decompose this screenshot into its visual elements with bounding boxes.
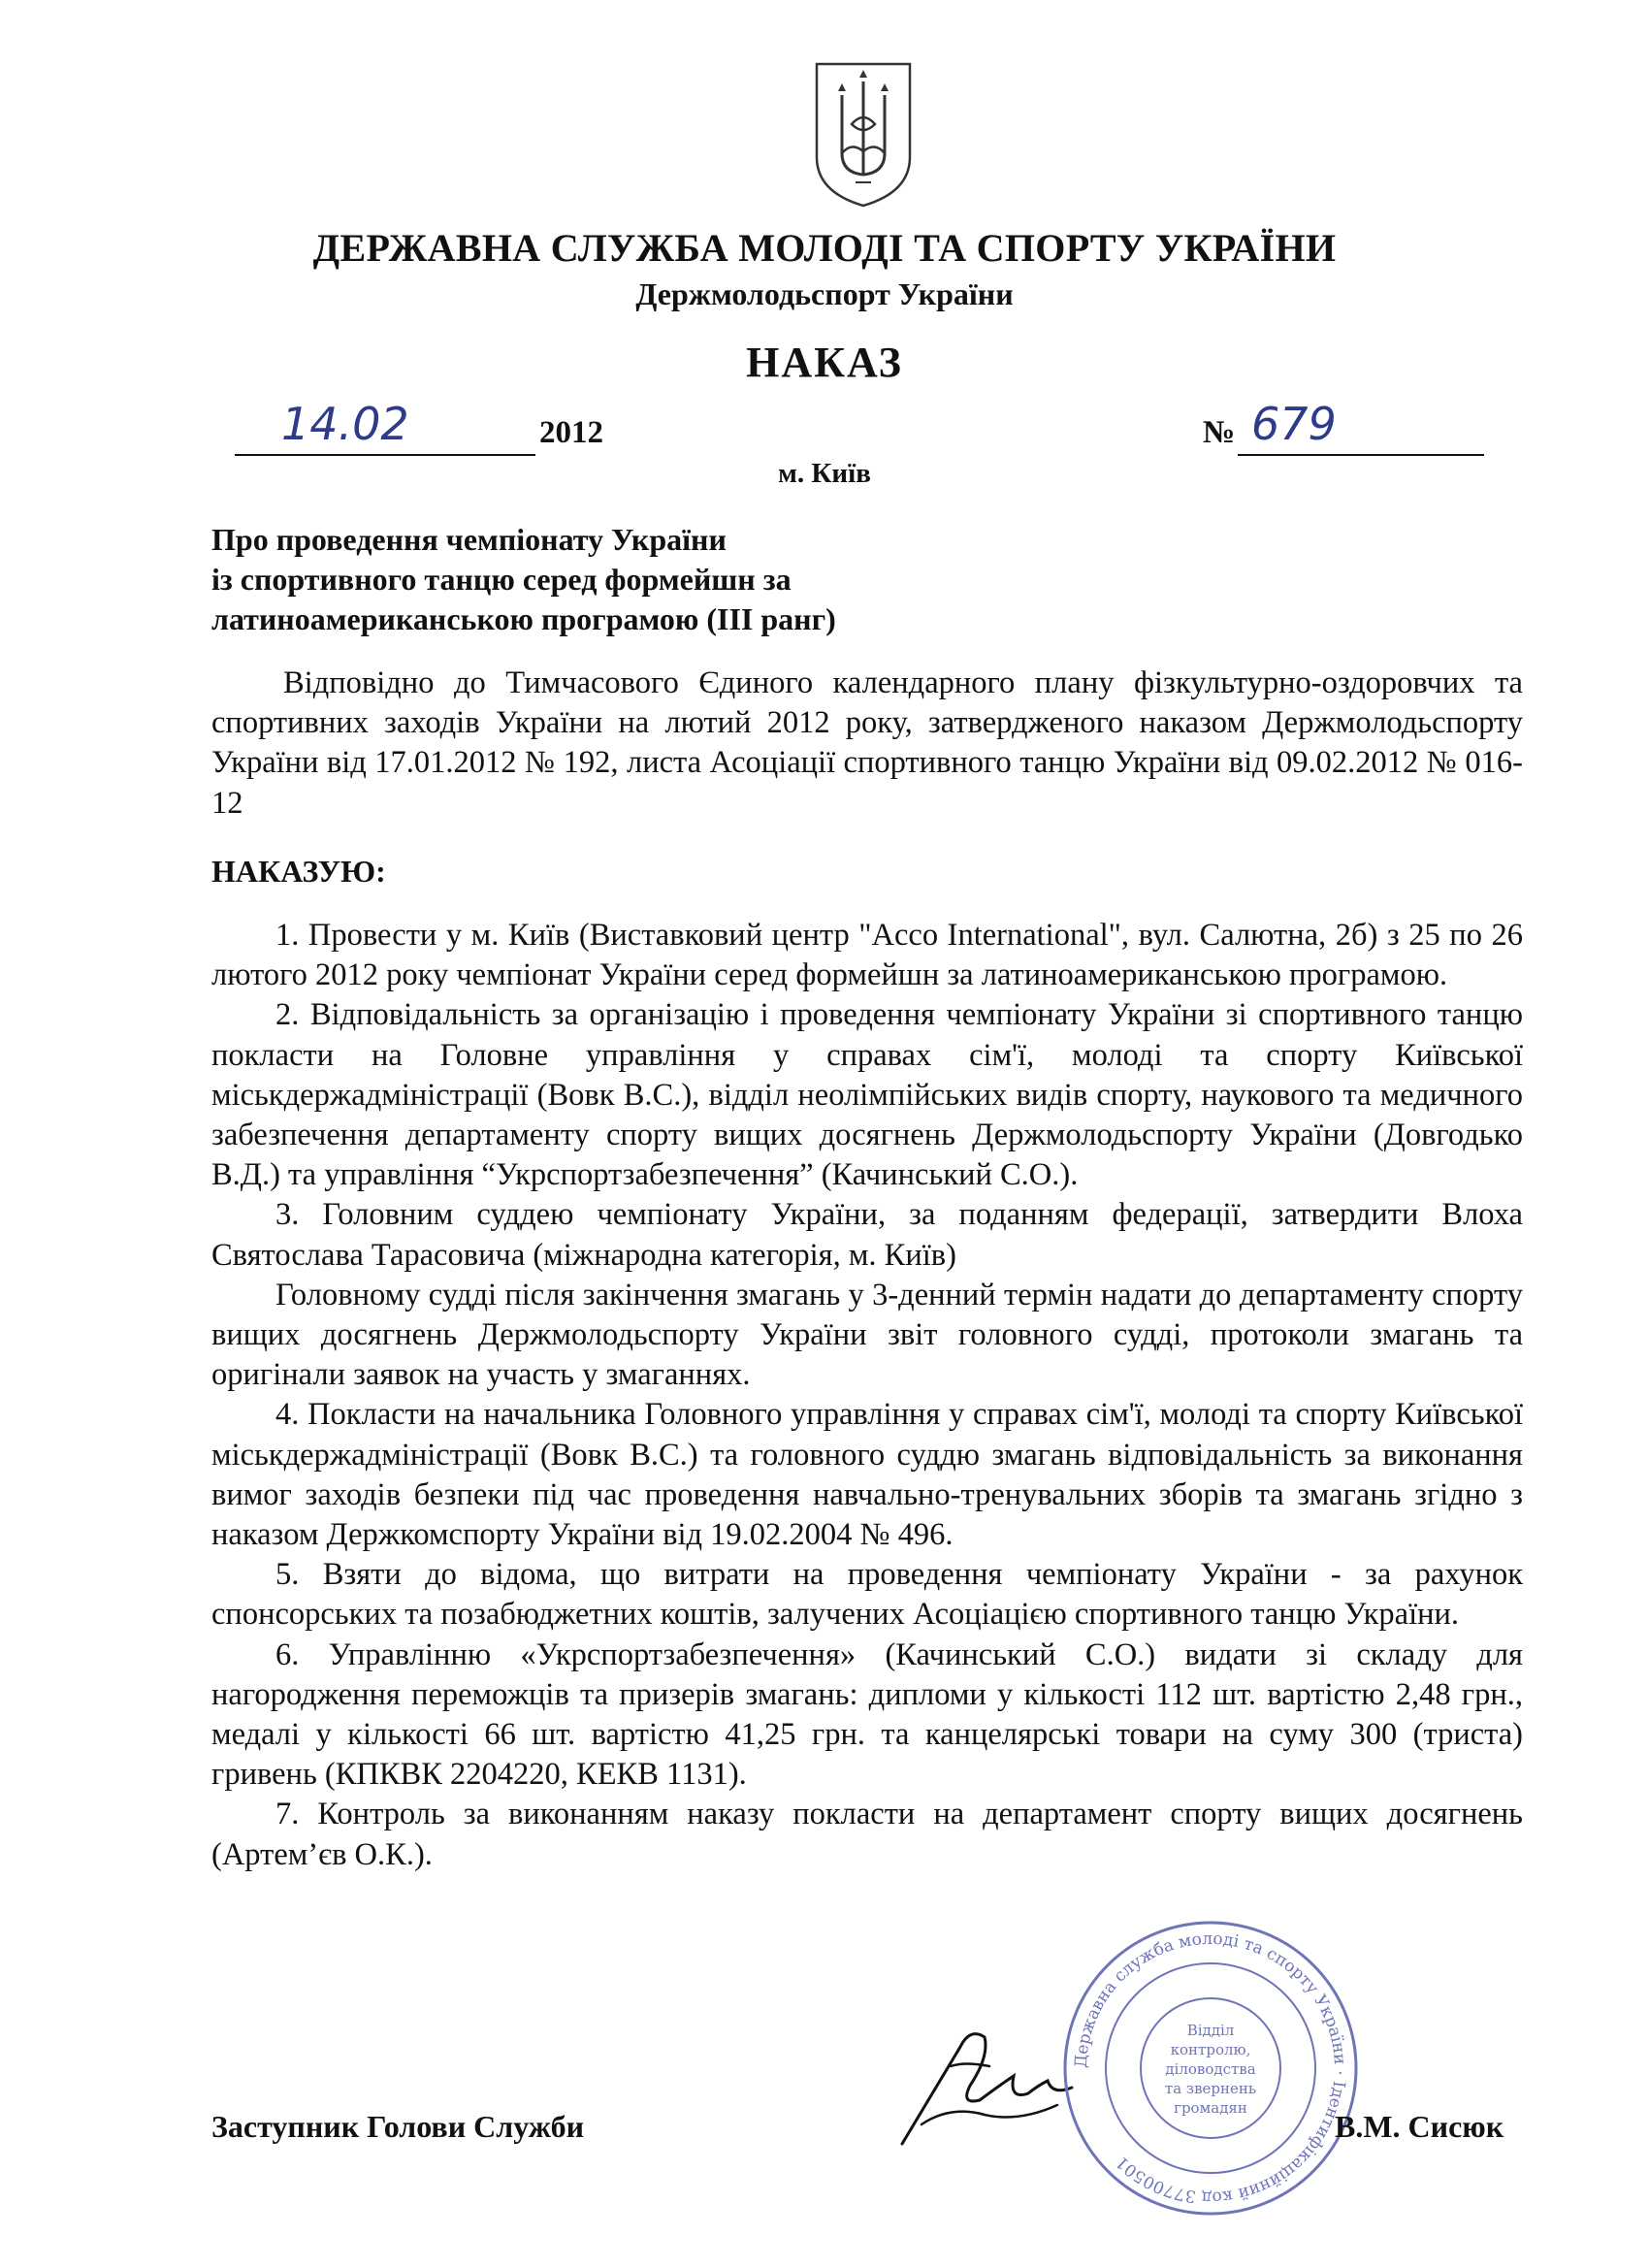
date-underline: [235, 454, 535, 456]
subject-line: латиноамериканською програмою (III ранг): [211, 601, 836, 636]
signatory-name: В.М. Сисюк: [1335, 2109, 1504, 2144]
number-underline: [1238, 454, 1484, 456]
subject-line: Про проведення чемпіонату України: [211, 522, 727, 557]
organization-short-name: Держмолодьспорт України: [635, 276, 1014, 311]
stamp-ring-text: Державна служба молоді та спорту України · Ідентифікаційний код 37700501: [1071, 1928, 1350, 2208]
stamp-center-line: та звернень: [1164, 2080, 1257, 2097]
document-type: НАКАЗ: [746, 339, 903, 386]
stamp-center-line: Відділ: [1186, 2022, 1235, 2039]
signatory-position: Заступник Голови Служби: [211, 2109, 584, 2144]
stamp-center-line: громадян: [1174, 2099, 1247, 2117]
document-subject: [211, 520, 836, 639]
stamp-center-line: діловодства: [1165, 2060, 1256, 2078]
handwritten-number: 679: [1251, 398, 1337, 450]
order-item: 1. Провести у м. Київ (Виставковий центр "Acco International", вул. Салютна, 2б) з 25 по 26 лютого 2012 року чемпіонат України серед формейшн за латиноамериканською програмою.: [211, 918, 1523, 993]
official-stamp: [1055, 1913, 1366, 2223]
handwritten-date: 14.02: [281, 398, 409, 450]
number-label: №: [1203, 415, 1236, 450]
organization-title: ДЕРЖАВНА СЛУЖБА МОЛОДІ ТА СПОРТУ УКРАЇНИ: [312, 226, 1337, 270]
document-year: 2012: [539, 415, 603, 450]
order-item: 4. Покласти на начальника Головного управління у справах сім'ї, молоді та спорту Київської міськдержадміністрації (Вовк В.С.) та головного суддю змагань відповідальність за виконання вимог заходів безпеки під час проведення навчально-тренувальних зборів та змагань згідно з наказом Держкомспорту України від 19.02.2004 № 496.: [211, 1397, 1523, 1553]
order-item: Головному судді після закінчення змагань у 3-денний термін надати до департаменту спорту вищих досягнень Держмолодьспорту України звіт головного судді, протоколи змагань та оригінали заявок на участь у змаганнях.: [211, 1277, 1523, 1393]
document-city: м. Київ: [778, 458, 871, 489]
order-heading: НАКАЗУЮ:: [211, 854, 386, 889]
order-item: 7. Контроль за виконанням наказу покласти на департамент спорту вищих досягнень (Артем’єв О.К.).: [211, 1797, 1523, 1872]
order-item: 2. Відповідальність за організацію і проведення чемпіонату України зі спортивного танцю покласти на Головне управління у справах сім'ї, молоді та спорту Київської міськдержадміністрації (Вовк В.С.), відділ неолімпійських видів спорту, наукового та медичного забезпечення департаменту спорту вищих досягнень Держмолодьспорту України (Довгодько В.Д.) та управління “Укрспортзабезпечення” (Качинський С.О.).: [211, 997, 1523, 1193]
order-item: 3. Головним суддею чемпіонату України, за поданням федерації, затвердити Влоха Святослава Тарасовича (міжнародна категорія, м. Київ): [211, 1197, 1523, 1273]
order-items: [211, 916, 1523, 1875]
preamble-paragraph: Відповідно до Тимчасового Єдиного календарного плану фізкультурно-оздоровчих та спортивних заходів України на лютий 2012 року, затвердженого наказом Держмолодьспорту України від 17.01.2012 № 192, листа Асоціації спортивного танцю України від 09.02.2012 № 016-12: [211, 665, 1523, 821]
stamp-center-line: контролю,: [1170, 2041, 1251, 2058]
subject-line: із спортивного танцю серед формейшн за: [211, 562, 792, 597]
coat-of-arms-icon: [813, 60, 914, 208]
order-item: 5. Взяти до відома, що витрати на проведення чемпіонату України - за рахунок спонсорських та позабюджетних коштів, залучених Асоціацією спортивного танцю України.: [211, 1557, 1523, 1633]
order-item: 6. Управлінню «Укрспортзабезпечення» (Качинський С.О.) видати зі складу для нагородження переможців та призерів змагань: дипломи у кількості 112 шт. вартістю 2,48 грн., медалі у кількості 66 шт. вартістю 41,25 грн. та канцелярські товари на суму 300 (триста) гривень (КПКВК 2204220, КЕКВ 1131).: [211, 1636, 1523, 1793]
